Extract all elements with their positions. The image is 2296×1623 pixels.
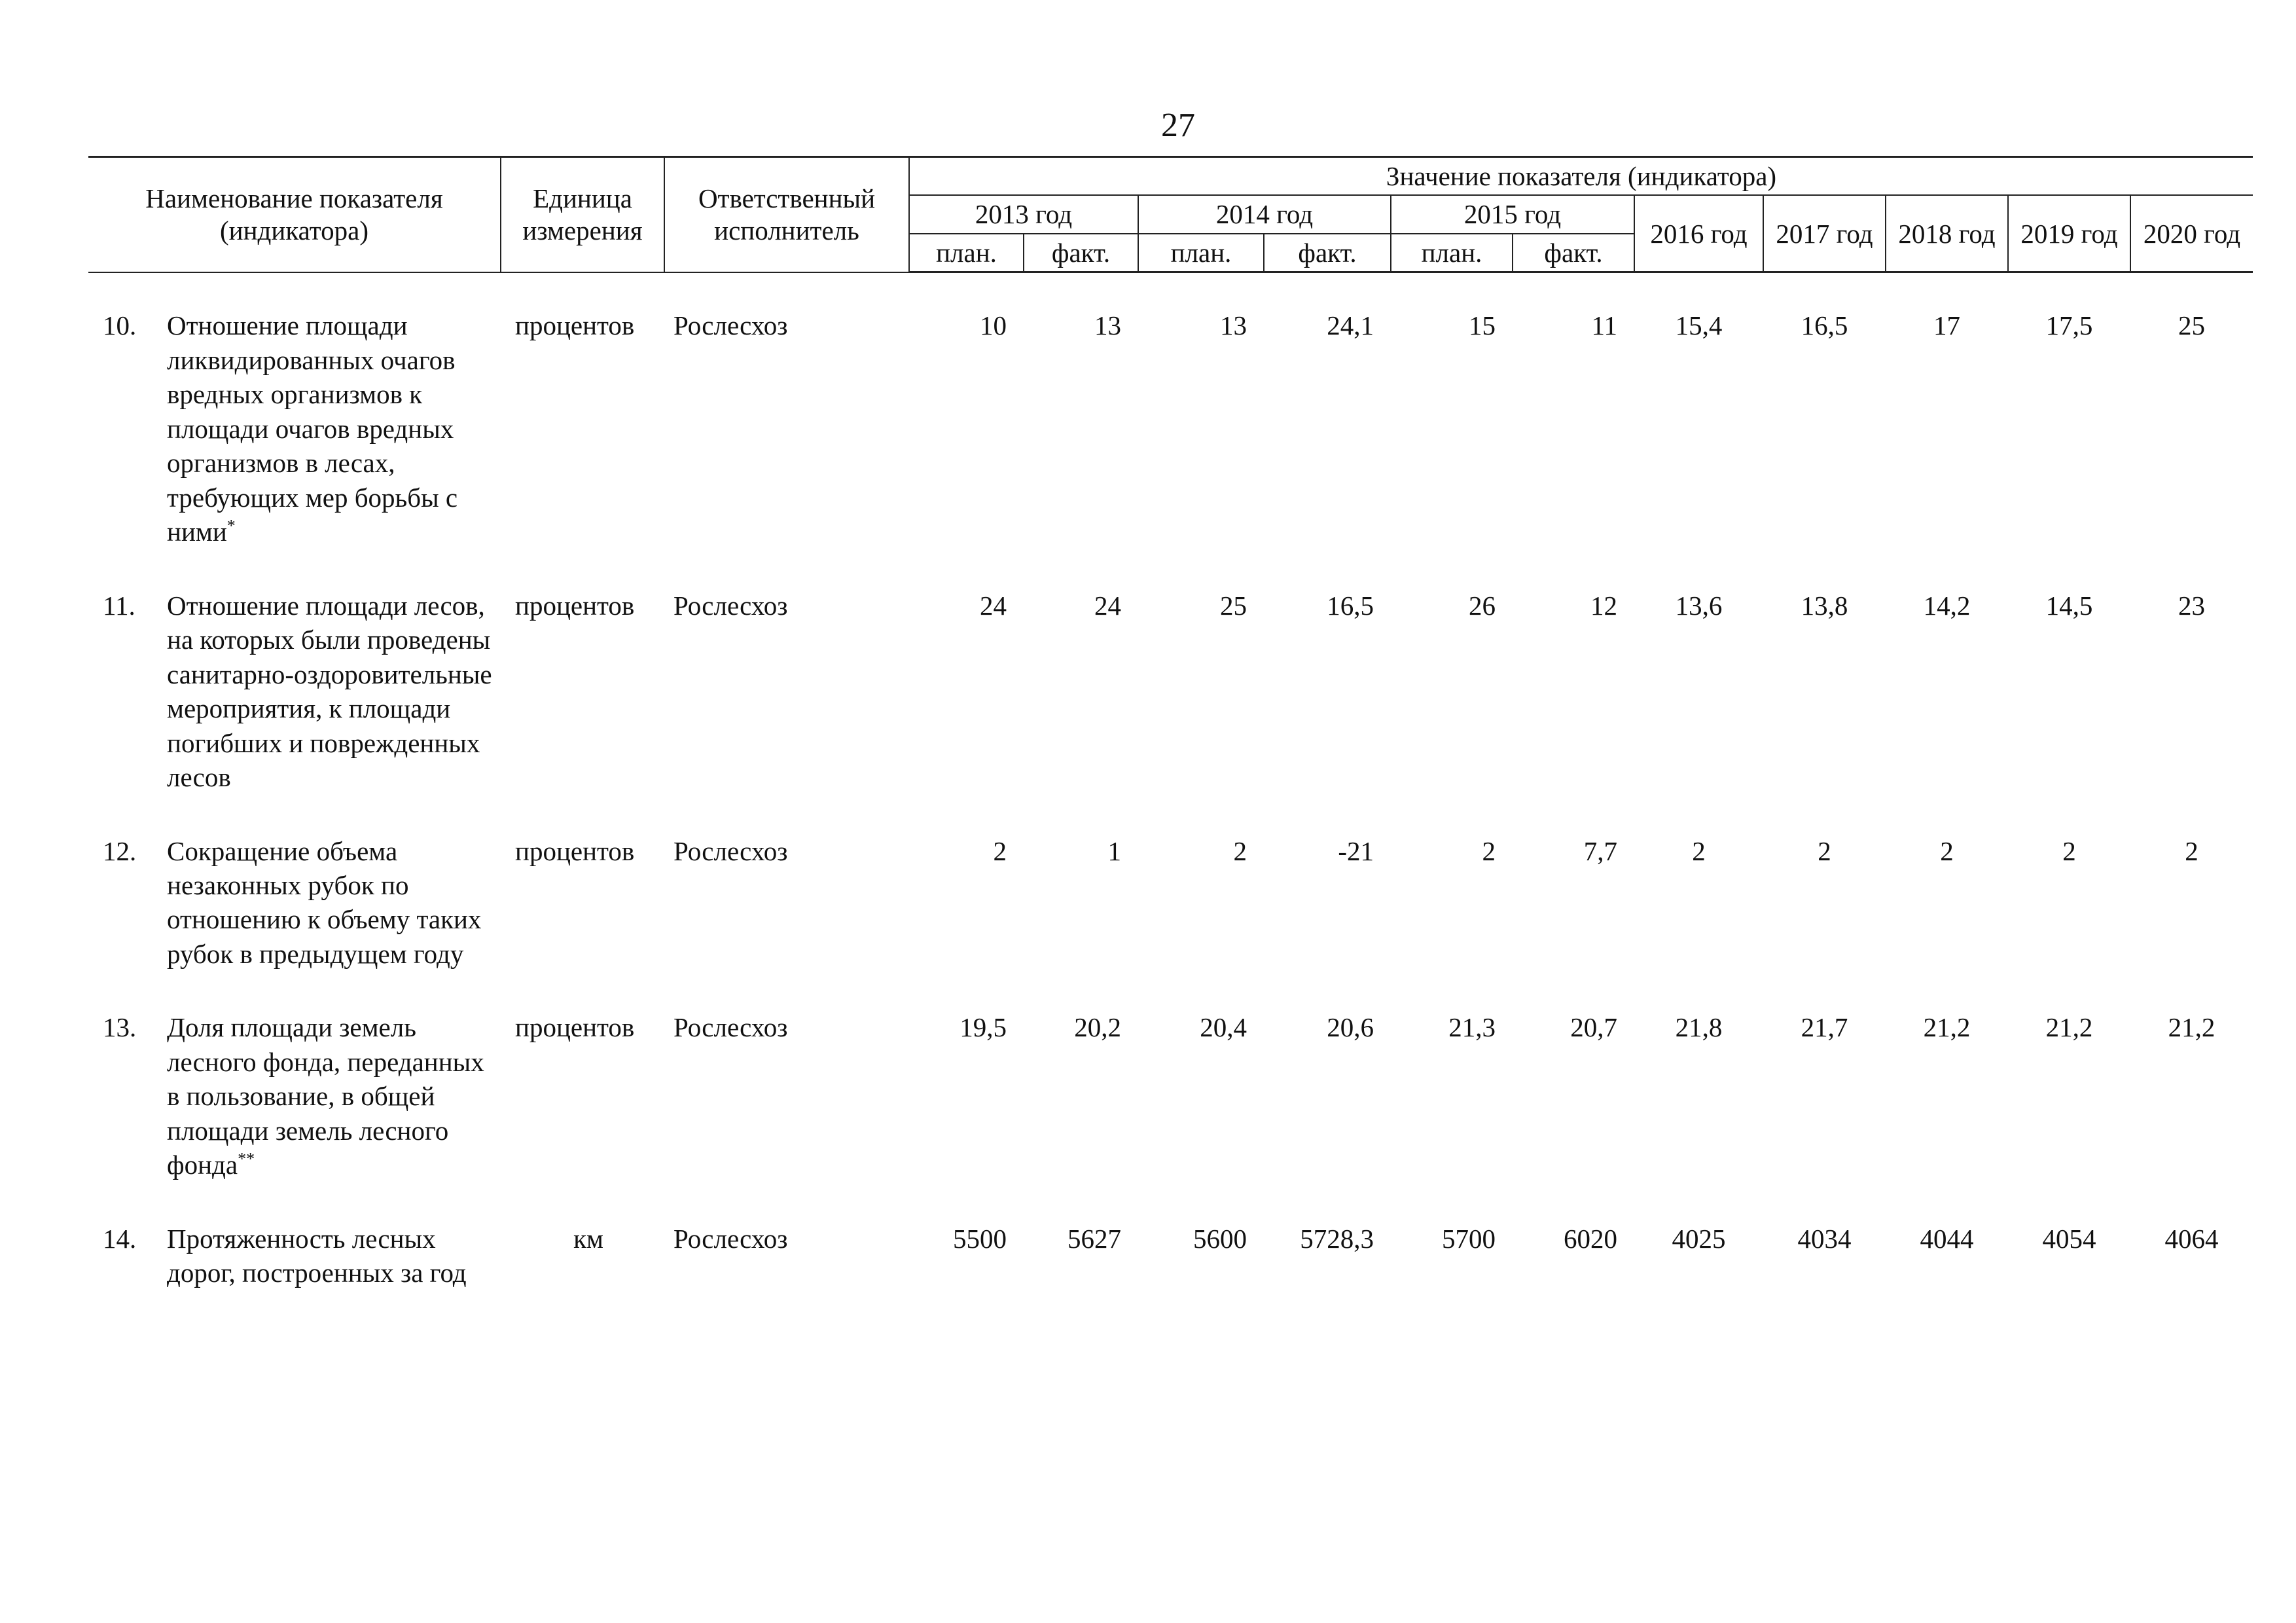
value-2013-fact: 5627 [1067,1223,1121,1254]
value-2015-fact: 7,7 [1583,835,1617,866]
header-fact-2014: факт. [1264,234,1391,272]
value-2014-fact: -21 [1338,835,1374,866]
value-2014-fact: 5728,3 [1300,1223,1374,1254]
value-2020: 2 [2185,835,2198,866]
value-2018: 2 [1940,835,1954,866]
value-2018: 21,2 [1923,1012,1971,1043]
value-2019: 4054 [2042,1223,2096,1254]
table-row [88,589,2253,834]
value-2016: 13,6 [1675,590,1723,621]
value-2017: 4034 [1797,1223,1852,1254]
value-2018: 4044 [1920,1223,1974,1254]
executor-cell: Рослесхоз [673,310,788,341]
indicator-name-cell [88,1010,501,1221]
value-2016: 21,8 [1675,1012,1723,1043]
value-2017: 21,7 [1801,1012,1848,1043]
value-2013-fact: 20,2 [1074,1012,1121,1043]
value-2017: 2 [1818,835,1831,866]
value-2014-plan: 2 [1233,835,1247,866]
value-2019: 2 [2062,835,2076,866]
header-row-1 [88,157,2253,196]
value-2013-fact: 24 [1094,590,1121,621]
footnote-mark: * [226,516,236,536]
value-2019: 21,2 [2045,1012,2093,1043]
indicator-table [88,156,2253,1330]
row-number: 12. [103,835,137,866]
indicator-name-cell [88,834,501,1011]
unit-cell: процентов [515,590,635,621]
table-row [88,1222,2253,1330]
indicator-name: Отношение площади лесов, на которых были проведены санитарно-оздоровительные мероприятия, к площади погибших и поврежденных лесов [167,590,492,793]
header-plan-2013: план. [909,234,1024,272]
value-2015-fact: 12 [1590,590,1617,621]
row-number: 13. [103,1012,137,1043]
indicator-name-cell [88,589,501,834]
header-year-2015: 2015 год [1391,195,1634,233]
value-2020: 23 [2178,590,2205,621]
value-2013-plan: 19,5 [960,1012,1007,1043]
table-row [88,1010,2253,1221]
row-number: 11. [103,590,135,621]
value-2020: 4064 [2164,1223,2219,1254]
indicator-name: Отношение площади ликвидированных очагов вредных организмов к площади очагов вредных организмов в лесах, требующих мер борьбы с ними [167,310,458,547]
executor-cell: Рослесхоз [673,1223,788,1254]
executor-cell: Рослесхоз [673,590,788,621]
indicator-name: Доля площади земель лесного фонда, переданных в пользование, в общей площади земель лесного фонда [167,1012,484,1180]
indicator-name: Протяженность лесных дорог, построенных за год [167,1223,467,1288]
footnote-mark: ** [238,1149,255,1169]
spacer-row [88,272,2253,309]
value-2015-plan: 5700 [1442,1223,1496,1254]
value-2015-plan: 2 [1482,835,1496,866]
header-year-2013: 2013 год [909,195,1138,233]
executor-cell: Рослесхоз [673,835,788,866]
page-number: 27 [1161,107,1195,144]
row-number: 14. [103,1223,137,1254]
header-year-2020: 2020 год [2130,195,2253,272]
header-values: Значение показателя (индикатора) [909,157,2253,196]
value-2018: 14,2 [1923,590,1971,621]
value-2015-plan: 15 [1469,310,1496,341]
executor-cell: Рослесхоз [673,1012,788,1043]
value-2014-plan: 20,4 [1200,1012,1247,1043]
value-2014-fact: 20,6 [1327,1012,1374,1043]
unit-cell: процентов [515,310,635,341]
table-row [88,308,2253,588]
header-year-2018: 2018 год [1886,195,2008,272]
value-2019: 14,5 [2045,590,2093,621]
table-row [88,834,2253,1011]
value-2020: 21,2 [2168,1012,2215,1043]
header-fact-2013: факт. [1024,234,1138,272]
value-2014-fact: 16,5 [1327,590,1374,621]
value-2020: 25 [2178,310,2205,341]
header-year-2019: 2019 год [2008,195,2130,272]
value-2014-fact: 24,1 [1327,310,1374,341]
unit-cell: км [573,1223,603,1254]
header-year-2016: 2016 год [1634,195,1763,272]
value-2015-fact: 6020 [1564,1223,1617,1254]
unit-cell: процентов [515,835,635,866]
value-2013-plan: 10 [980,310,1007,341]
value-2014-plan: 25 [1220,590,1247,621]
row-number: 10. [103,310,137,341]
value-2018: 17 [1933,310,1960,341]
header-name: Наименование показателя (индикатора) [88,157,501,272]
header-executor: Ответственный исполнитель [664,157,909,272]
value-2013-plan: 24 [980,590,1007,621]
indicator-name-cell [88,1222,501,1330]
header-fact-2015: факт. [1513,234,1634,272]
value-2013-plan: 2 [993,835,1007,866]
value-2017: 13,8 [1801,590,1848,621]
value-2013-plan: 5500 [953,1223,1007,1254]
value-2015-fact: 11 [1591,310,1617,341]
value-2013-fact: 1 [1107,835,1121,866]
value-2016: 15,4 [1675,310,1723,341]
header-plan-2014: план. [1138,234,1264,272]
header-unit: Единица измерения [501,157,664,272]
value-2015-fact: 20,7 [1570,1012,1617,1043]
header-year-2014: 2014 год [1138,195,1391,233]
unit-cell: процентов [515,1012,635,1043]
value-2019: 17,5 [2045,310,2093,341]
value-2014-plan: 13 [1220,310,1247,341]
value-2015-plan: 21,3 [1448,1012,1496,1043]
value-2016: 4025 [1672,1223,1726,1254]
indicator-name-cell [88,308,501,588]
value-2013-fact: 13 [1094,310,1121,341]
header-plan-2015: план. [1391,234,1513,272]
header-year-2017: 2017 год [1763,195,1886,272]
value-2016: 2 [1692,835,1706,866]
value-2014-plan: 5600 [1193,1223,1247,1254]
value-2017: 16,5 [1801,310,1848,341]
value-2015-plan: 26 [1469,590,1496,621]
indicator-name: Сокращение объема незаконных рубок по отношению к объему таких рубок в предыдущем году [167,835,482,969]
